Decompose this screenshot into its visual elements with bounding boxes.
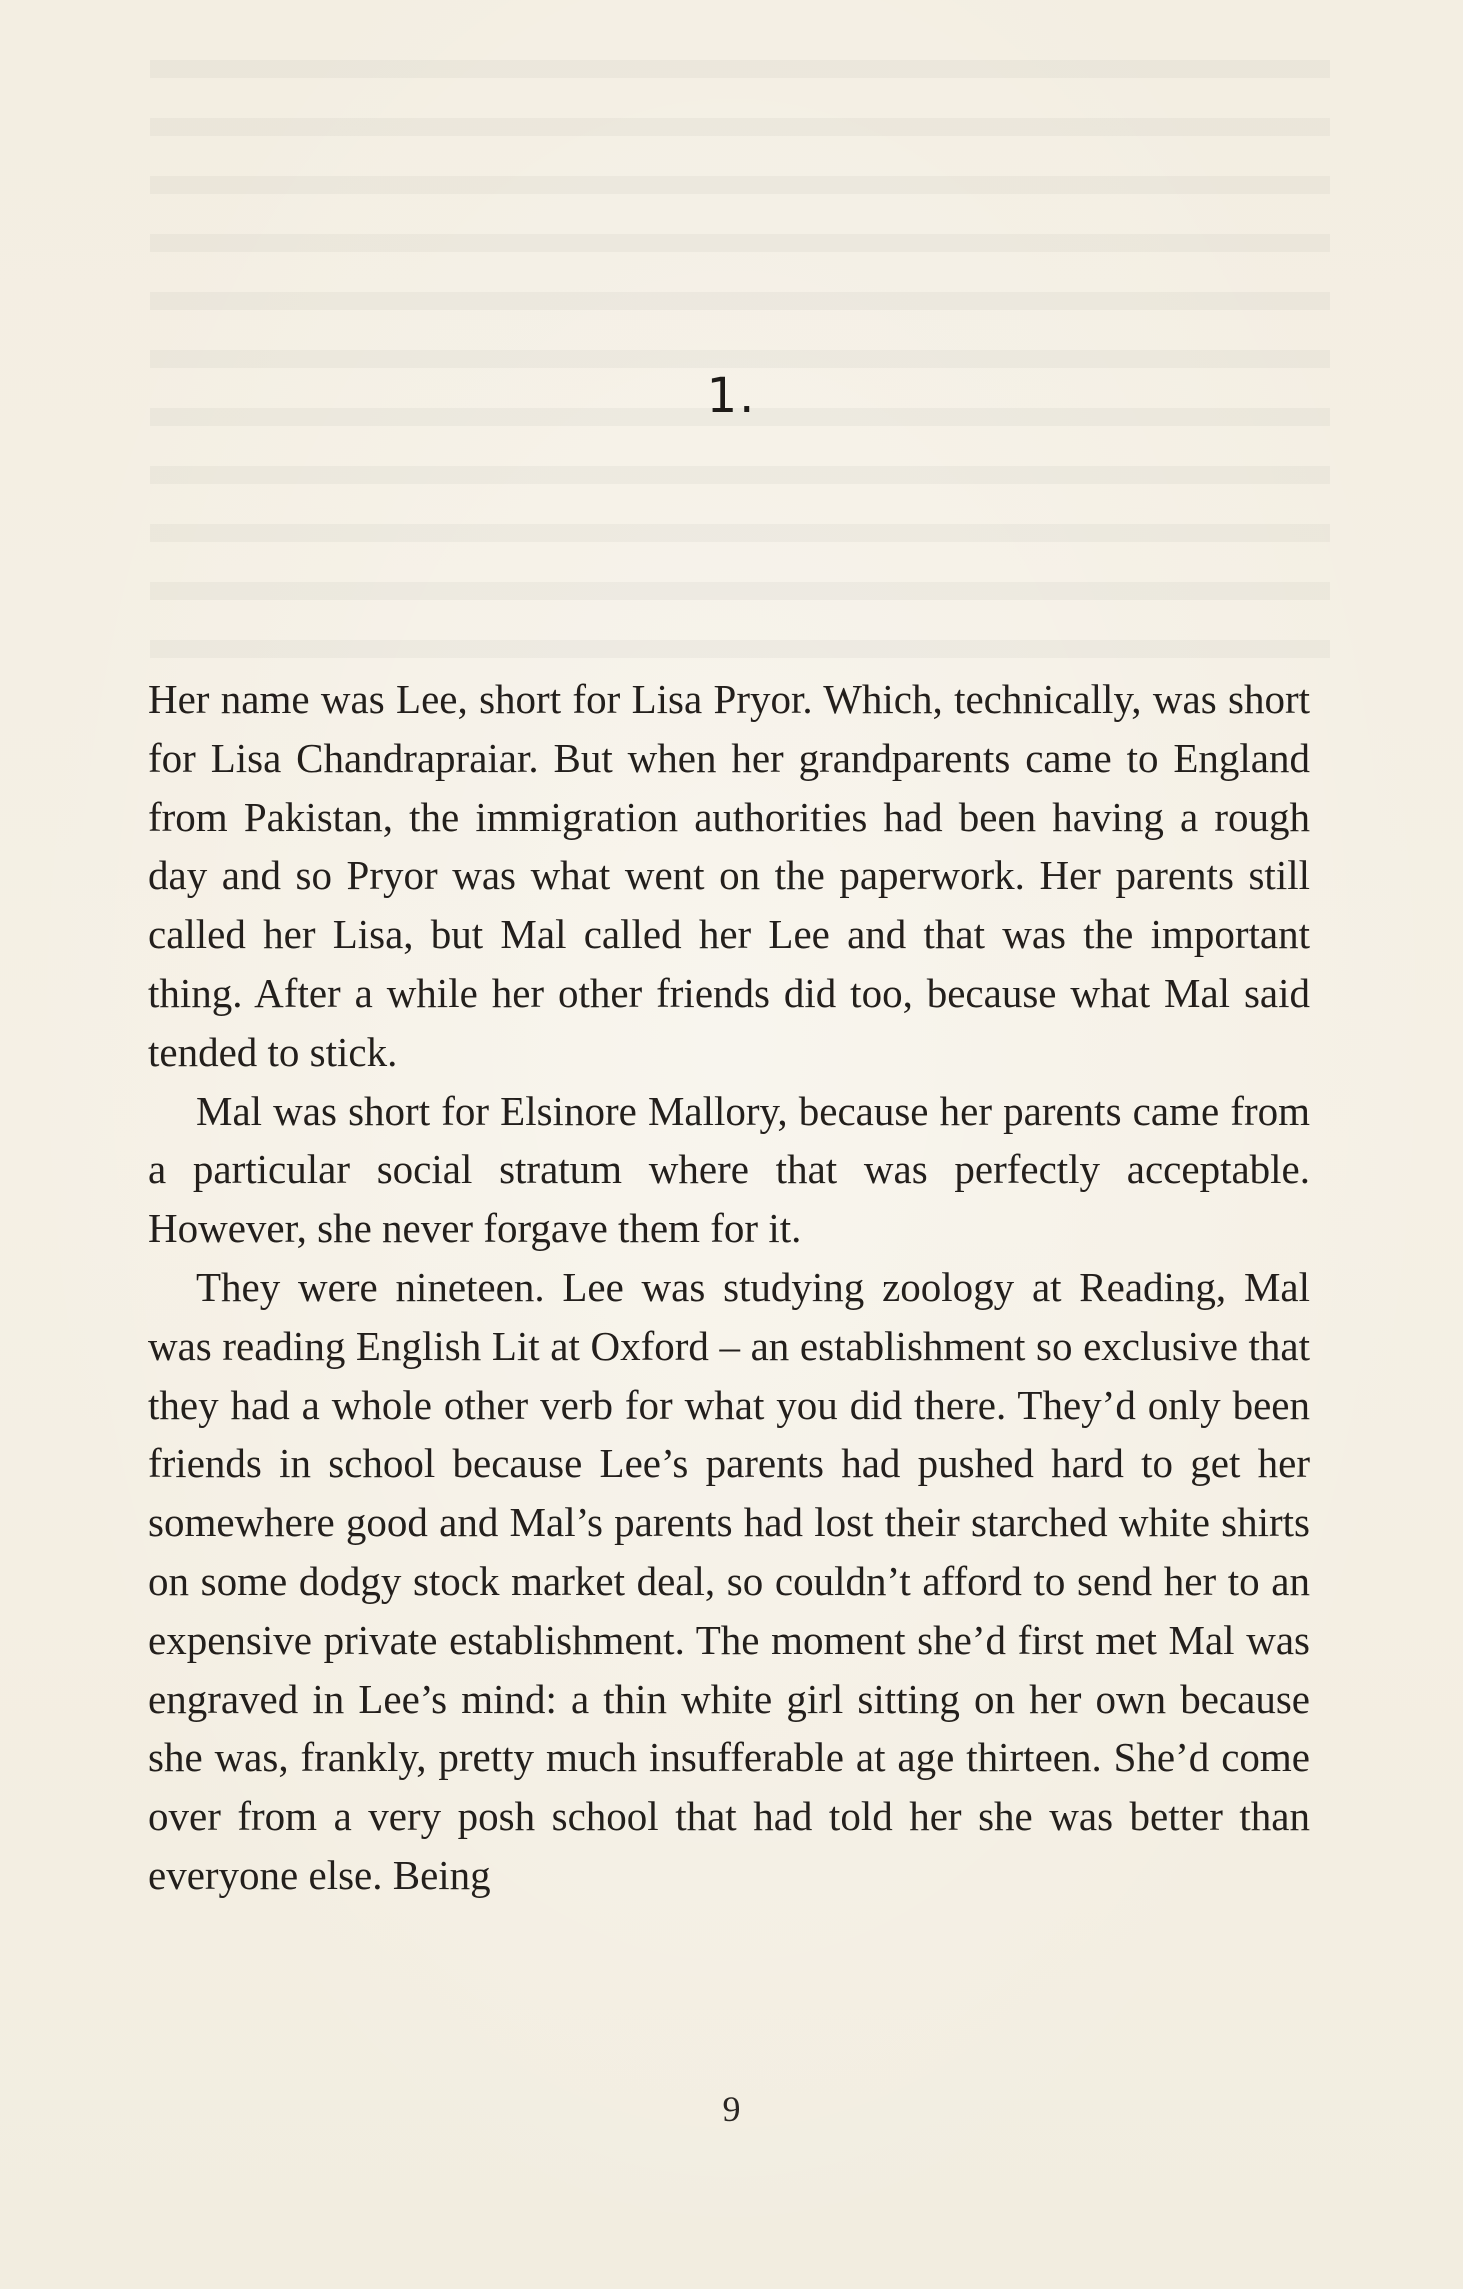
paragraph: They were nineteen. Lee was studying zoology at Reading, Mal was reading English Lit at Oxford – an establishment so exclusive that they had a whole other verb for what you did there. They’d only been friends in school because Lee’s parents had pushed hard to get her somewhere good and Mal’s parents had lost their starched white shirts on some dodgy stock market deal, so couldn’t afford to send her to an expensive private establishment. The moment she’d first met Mal was engraved in Lee’s mind: a thin white girl sitting on her own because she was, frankly, pretty much insufferable at age thirteen. She’d come over from a very posh school that had told her she was better than everyone else. Being: [148, 1263, 1310, 1898]
page-number: 9: [722, 2089, 741, 2129]
paragraph: Mal was short for Elsinore Mallory, because her parents came from a particular social stratum where that was perfectly acceptable. However, she never forgave them for it.: [148, 1087, 1310, 1252]
paragraph: Her name was Lee, short for Lisa Pryor. Which, technically, was short for Lisa Chandrapraiar. But when her grandparents came to England from Pakistan, the immigration authorities had been having a rough day and so Pryor was what went on the paperwork. Her parents still called her Lisa, but Mal called her Lee and that was the important thing. After a while her other friends did too, because what Mal said tended to stick.: [148, 676, 1310, 1075]
show-through-texture: [150, 60, 1330, 660]
body-text: [148, 670, 1310, 1905]
chapter-number: 1.: [706, 368, 757, 424]
